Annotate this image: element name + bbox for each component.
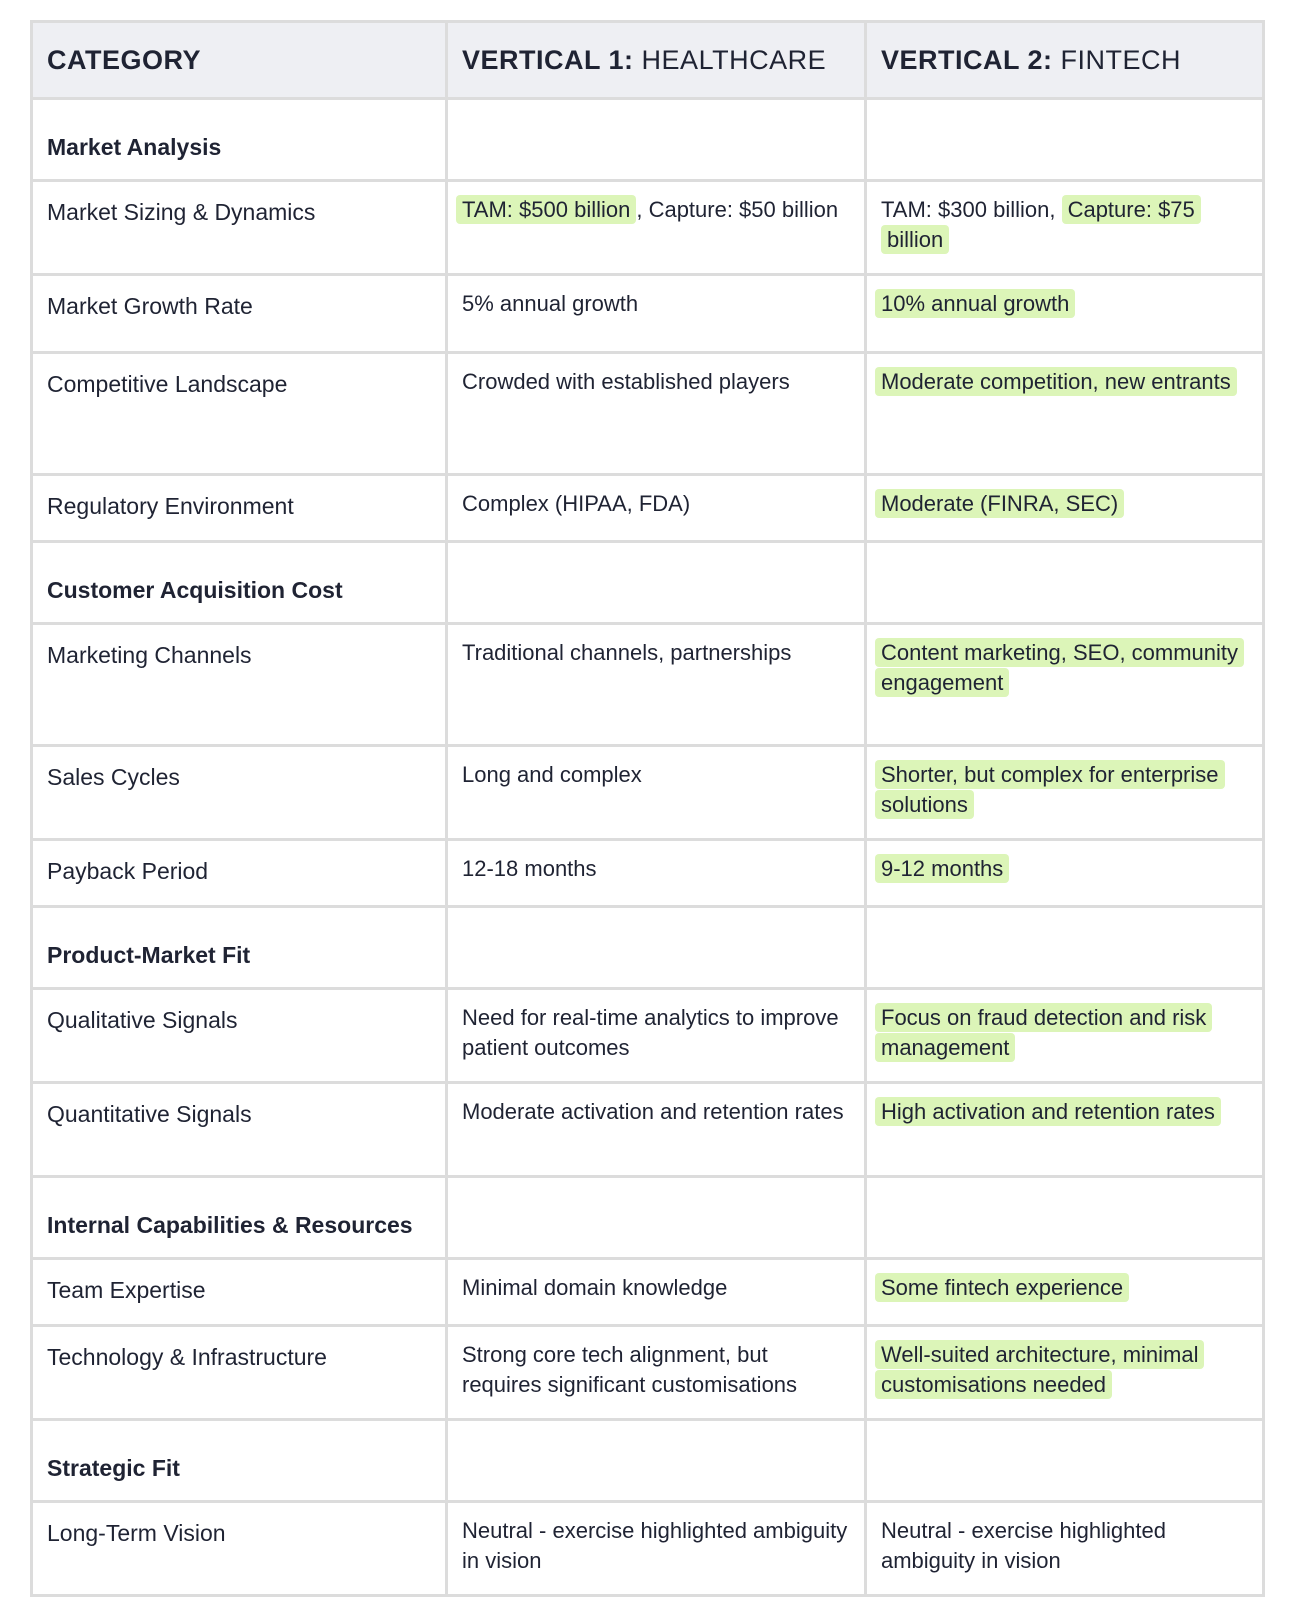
vertical-1-cell: Minimal domain knowledge bbox=[447, 1259, 866, 1326]
row-label: Competitive Landscape bbox=[32, 353, 447, 475]
row-label: Market Growth Rate bbox=[32, 275, 447, 353]
table-row bbox=[32, 275, 1264, 353]
row-label: Marketing Channels bbox=[32, 624, 447, 746]
vertical-1-cell: 12-18 months bbox=[447, 840, 866, 907]
section-row bbox=[32, 1420, 1264, 1502]
header-row bbox=[32, 22, 1264, 99]
row-label: Regulatory Environment bbox=[32, 475, 447, 542]
section-row bbox=[32, 542, 1264, 624]
vertical-1-cell: Need for real-time analytics to improve patient outcomes bbox=[447, 989, 866, 1083]
table-row bbox=[32, 746, 1264, 840]
comparison-table bbox=[30, 20, 1265, 1597]
vertical-2-cell: Shorter, but complex for enterprise solutions bbox=[866, 746, 1264, 840]
header-vertical-1: VERTICAL 1: HEALTHCARE bbox=[447, 22, 866, 99]
vertical-2-cell: Content marketing, SEO, community engagement bbox=[866, 624, 1264, 746]
vertical-2-cell: Focus on fraud detection and risk management bbox=[866, 989, 1264, 1083]
vertical-2-cell: 10% annual growth bbox=[866, 275, 1264, 353]
section-title: Market Analysis bbox=[32, 99, 447, 181]
table-row bbox=[32, 1259, 1264, 1326]
vertical-2-cell: TAM: $300 billion, Capture: $75 billion bbox=[866, 181, 1264, 275]
vertical-2-cell: 9-12 months bbox=[866, 840, 1264, 907]
section-title: Product-Market Fit bbox=[32, 907, 447, 989]
table-row bbox=[32, 181, 1264, 275]
section-title: Internal Capabilities & Resources bbox=[32, 1177, 447, 1259]
section-row bbox=[32, 99, 1264, 181]
vertical-1-cell: Moderate activation and retention rates bbox=[447, 1083, 866, 1177]
header-category: CATEGORY bbox=[32, 22, 447, 99]
header-vertical-2: VERTICAL 2: FINTECH bbox=[866, 22, 1264, 99]
table-row bbox=[32, 353, 1264, 475]
vertical-1-cell: Traditional channels, partnerships bbox=[447, 624, 866, 746]
row-label: Qualitative Signals bbox=[32, 989, 447, 1083]
row-label: Quantitative Signals bbox=[32, 1083, 447, 1177]
vertical-2-cell: Moderate (FINRA, SEC) bbox=[866, 475, 1264, 542]
table-row bbox=[32, 624, 1264, 746]
section-row bbox=[32, 1177, 1264, 1259]
vertical-2-cell: High activation and retention rates bbox=[866, 1083, 1264, 1177]
vertical-1-cell: Neutral - exercise highlighted ambiguity in vision bbox=[447, 1502, 866, 1596]
vertical-2-cell: Some fintech experience bbox=[866, 1259, 1264, 1326]
row-label: Technology & Infrastructure bbox=[32, 1326, 447, 1420]
vertical-1-cell: Long and complex bbox=[447, 746, 866, 840]
vertical-2-cell: Moderate competition, new entrants bbox=[866, 353, 1264, 475]
vertical-1-cell: 5% annual growth bbox=[447, 275, 866, 353]
row-label: Team Expertise bbox=[32, 1259, 447, 1326]
vertical-1-cell: Crowded with established players bbox=[447, 353, 866, 475]
table-row bbox=[32, 1502, 1264, 1596]
vertical-1-cell: Strong core tech alignment, but requires significant customisations bbox=[447, 1326, 866, 1420]
section-row bbox=[32, 907, 1264, 989]
row-label: Sales Cycles bbox=[32, 746, 447, 840]
row-label: Payback Period bbox=[32, 840, 447, 907]
vertical-2-cell: Well-suited architecture, minimal customisations needed bbox=[866, 1326, 1264, 1420]
vertical-1-cell: Complex (HIPAA, FDA) bbox=[447, 475, 866, 542]
table-row bbox=[32, 840, 1264, 907]
table-row bbox=[32, 475, 1264, 542]
section-title: Strategic Fit bbox=[32, 1420, 447, 1502]
section-title: Customer Acquisition Cost bbox=[32, 542, 447, 624]
table-row bbox=[32, 1326, 1264, 1420]
vertical-1-cell: TAM: $500 billion , Capture: $50 billion bbox=[447, 181, 866, 275]
row-label: Long-Term Vision bbox=[32, 1502, 447, 1596]
vertical-2-cell: Neutral - exercise highlighted ambiguity in vision bbox=[866, 1502, 1264, 1596]
table-row bbox=[32, 989, 1264, 1083]
table-row bbox=[32, 1083, 1264, 1177]
row-label: Market Sizing & Dynamics bbox=[32, 181, 447, 275]
